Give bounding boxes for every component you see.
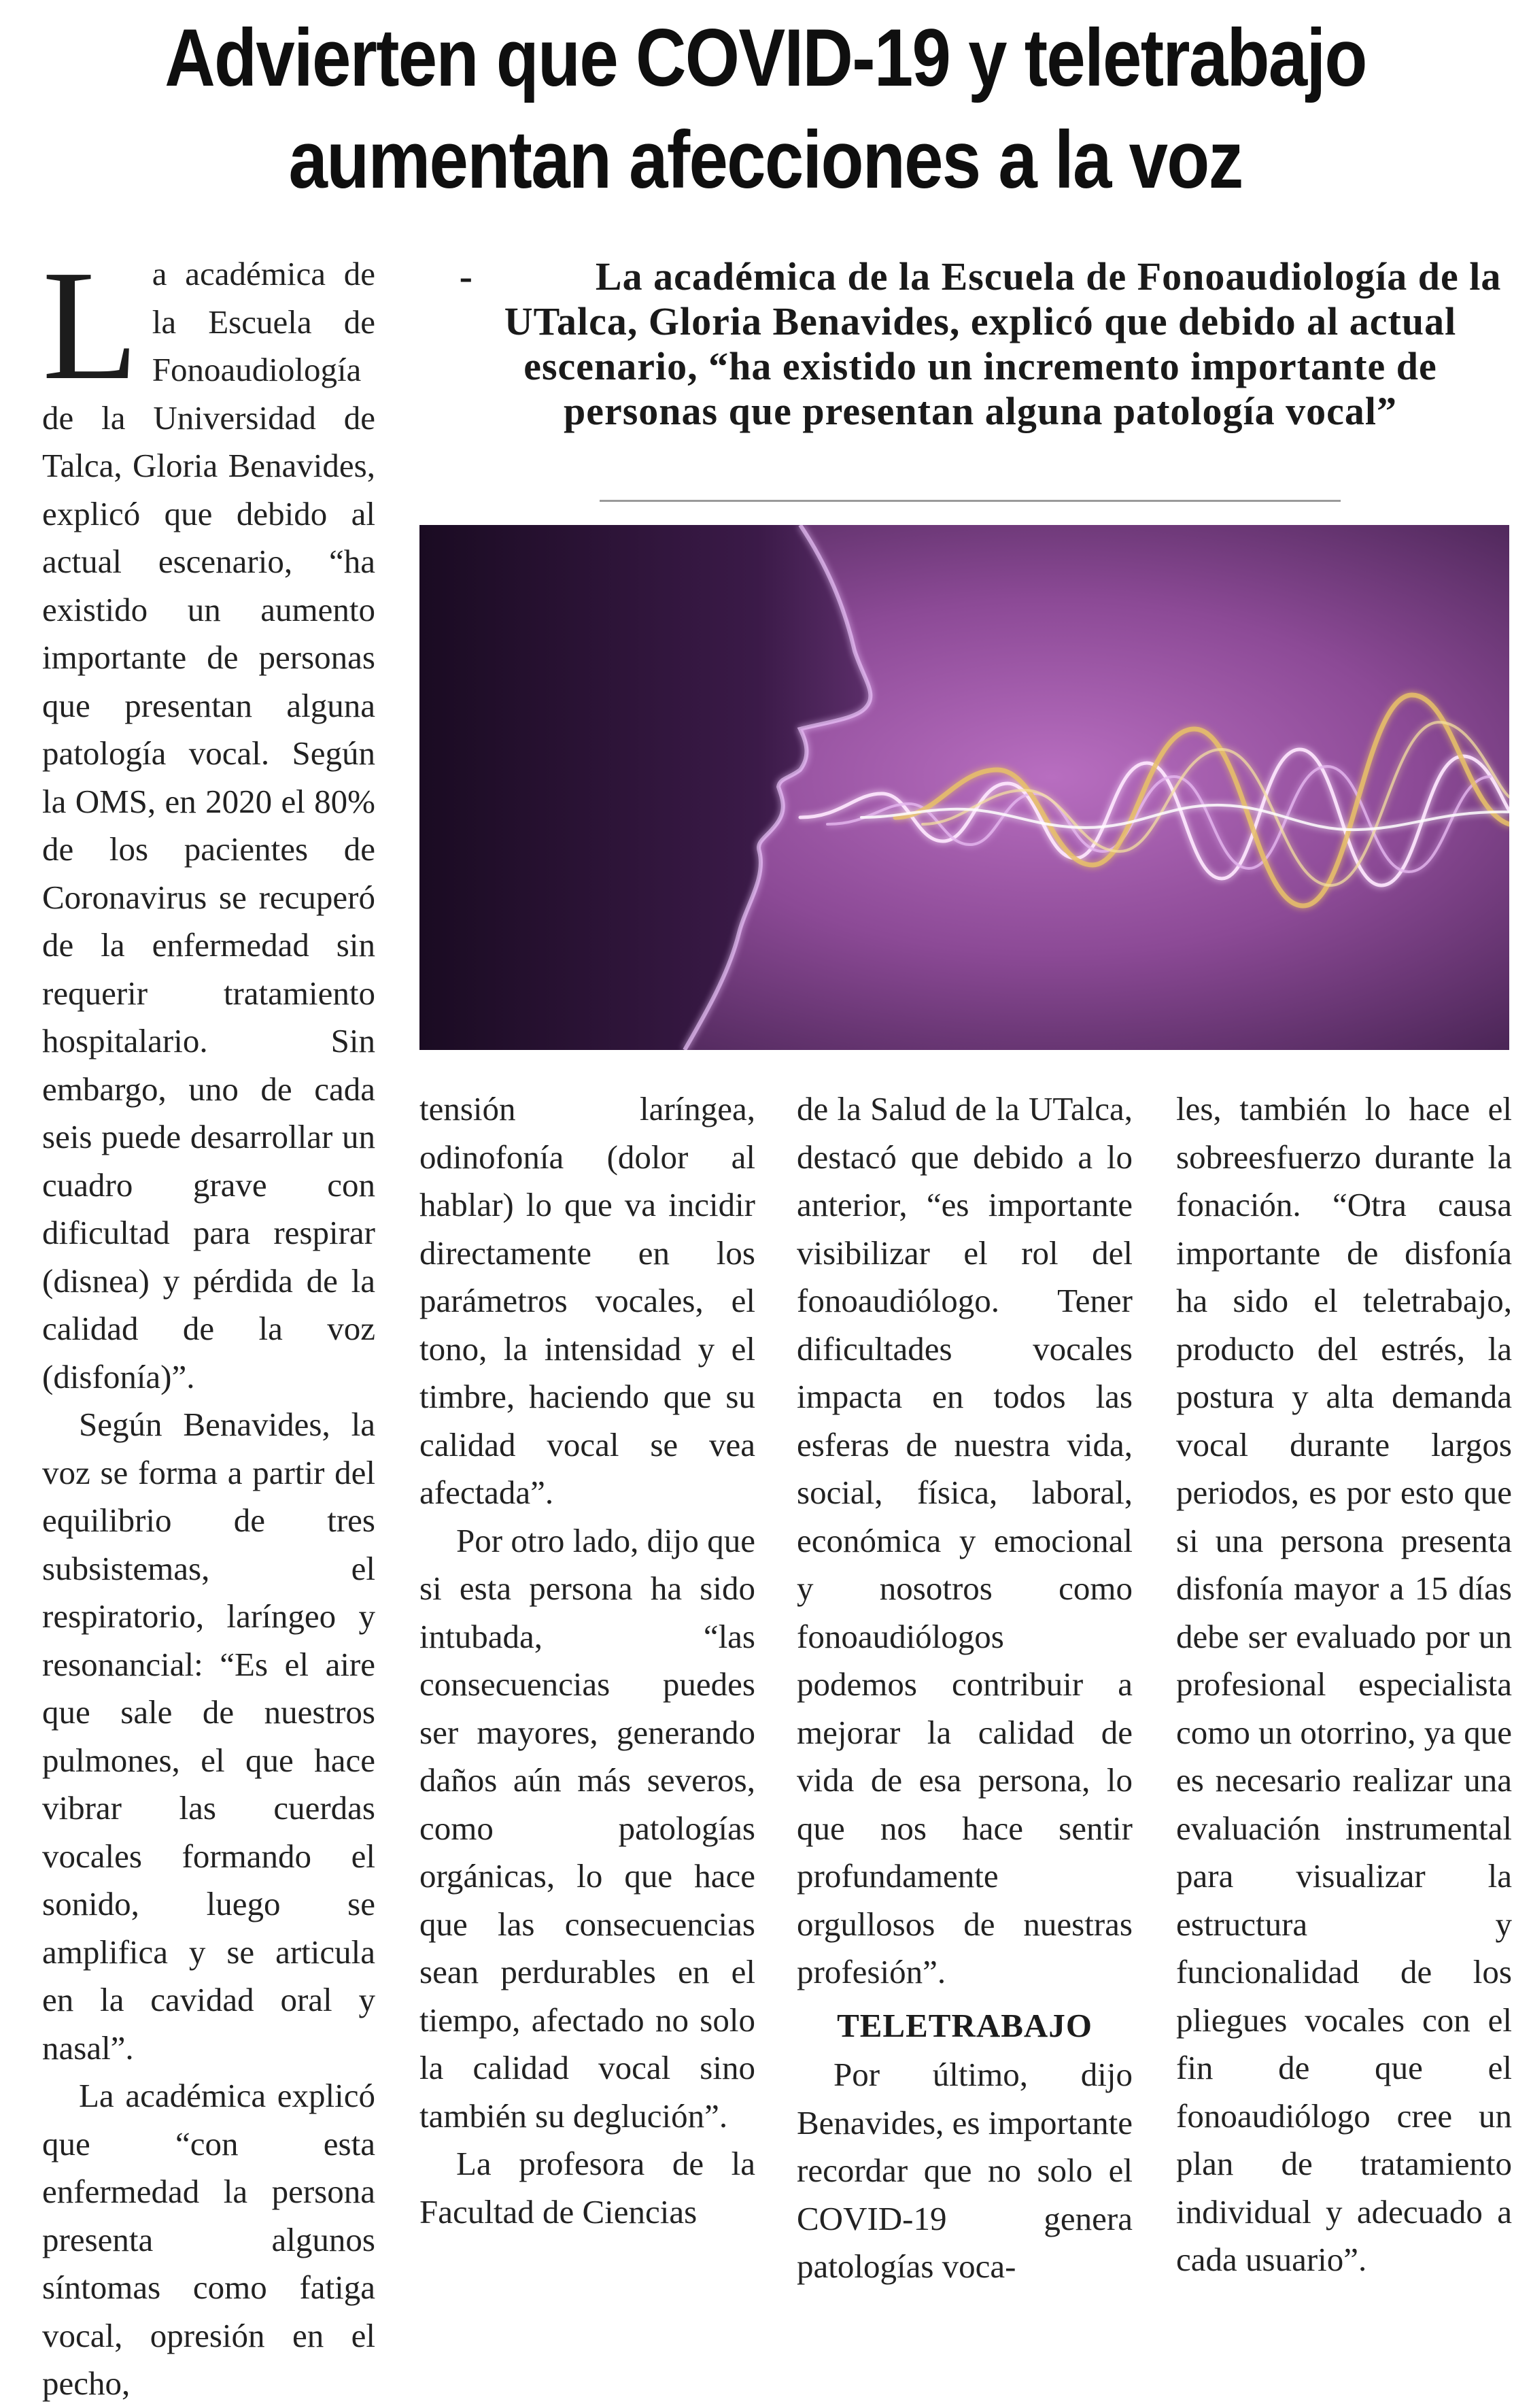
headline [131, 7, 1400, 211]
paragraph [42, 238, 375, 1401]
article-column-3 [797, 1085, 1133, 2291]
article-photo [419, 525, 1509, 1050]
paragraph: Según Benavides, la voz se forma a partir del equilibrio de tres subsistemas, el respiratorio, laríngeo y resonancial: “Es el aire que sale de nuestros pulmones, el que hace vibrar las cuerdas vocales formando el sonido, luego se amplifica y se articula en la cavidad oral y nasal”. [42, 1406, 375, 2067]
paragraph-text: a académica de la Escuela de Fonoaudiología de la Universidad de Talca, Gloria Benavides, explicó que debido al actual escenario, “ha existido un aumento importante de personas que presentan alguna patología vocal. Según la OMS, en 2020 el 80% de los pacientes de Coronavirus se recuperó de la enfermedad sin requerir tratamiento hospitalario. Sin embargo, uno de cada seis puede desarrollar un cuadro grave con dificultad para respirar (disnea) y pérdida de la calidad de la voz (disfonía)”. [42, 255, 375, 1395]
paragraph: La académica explicó que “con esta enfermedad la persona presenta algunos síntomas como fatiga vocal, opresión en el pecho, [42, 2077, 375, 2402]
section-subhead: TELETRABAJO [837, 2006, 1093, 2044]
article-column-1 [42, 238, 375, 2408]
article-column-2 [419, 1085, 755, 2236]
deck-text: La académica de la Escuela de Fonoaudiología de la UTalca, Gloria Benavides, explicó que debido al actual escenario, “ha existido un incremento importante de personas que presentan alguna patología vocal” [504, 254, 1502, 433]
headline-line-2: aumentan afecciones a la voz [288, 114, 1243, 205]
deck-divider [600, 500, 1341, 502]
face-voice-waves-image [419, 525, 1509, 1050]
article-column-4 [1176, 1085, 1512, 2284]
paragraph: tensión laríngea, odinofonía (dolor al hablar) lo que va incidir directamente en los parámetros vocales, el tono, la intensidad y el timbre, haciendo que su calidad vocal se vea afectada”. [419, 1090, 755, 1511]
paragraph: La profesora de la Facultad de Ciencias [419, 2145, 755, 2231]
paragraph: Por último, dijo Benavides, es importante recordar que no solo el COVID-19 genera patologías voca- [797, 2056, 1133, 2285]
drop-cap: L [42, 238, 139, 413]
paragraph: de la Salud de la UTalca, destacó que debido a lo anterior, “es importante visibilizar el rol del fonoaudiólogo. Tener dificultades vocales impacta en todos las esferas de nuestra vida, social, física, laboral, económica y emocional y nosotros como fonoaudiólogos podemos contribuir a mejorar la calidad de vida de esa persona, lo que nos hace sentir profundamente orgullosos de nuestras profesión”. [797, 1090, 1133, 1990]
headline-line-1: Advierten que COVID-19 y teletrabajo [165, 12, 1366, 103]
article-deck [450, 254, 1511, 434]
paragraph: Por otro lado, dijo que si esta persona ha sido intubada, “las consecuencias puedes ser mayores, generando daños aún más severos, como patologías orgánicas, lo que hace que las consecuencias sean perdurables en el tiempo, afectado no solo la calidad vocal sino también su deglución”. [419, 1521, 755, 2135]
deck-dash: - [459, 254, 473, 299]
paragraph: les, también lo hace el sobreesfuerzo durante la fonación. “Otra causa importante de disfonía ha sido el teletrabajo, producto del estrés, la postura y alta demanda vocal durante largos periodos, es por esto que si una persona presenta disfonía mayor a 15 días debe ser evaluado por un profesional especialista como un otorrino, ya que es necesario realizar una evaluación instrumental para visualizar la estructura y funcionalidad de los pliegues vocales con el fin de que el fonoaudiólogo cree un plan de tratamiento individual y adecuado a cada usuario”. [1176, 1090, 1512, 2278]
